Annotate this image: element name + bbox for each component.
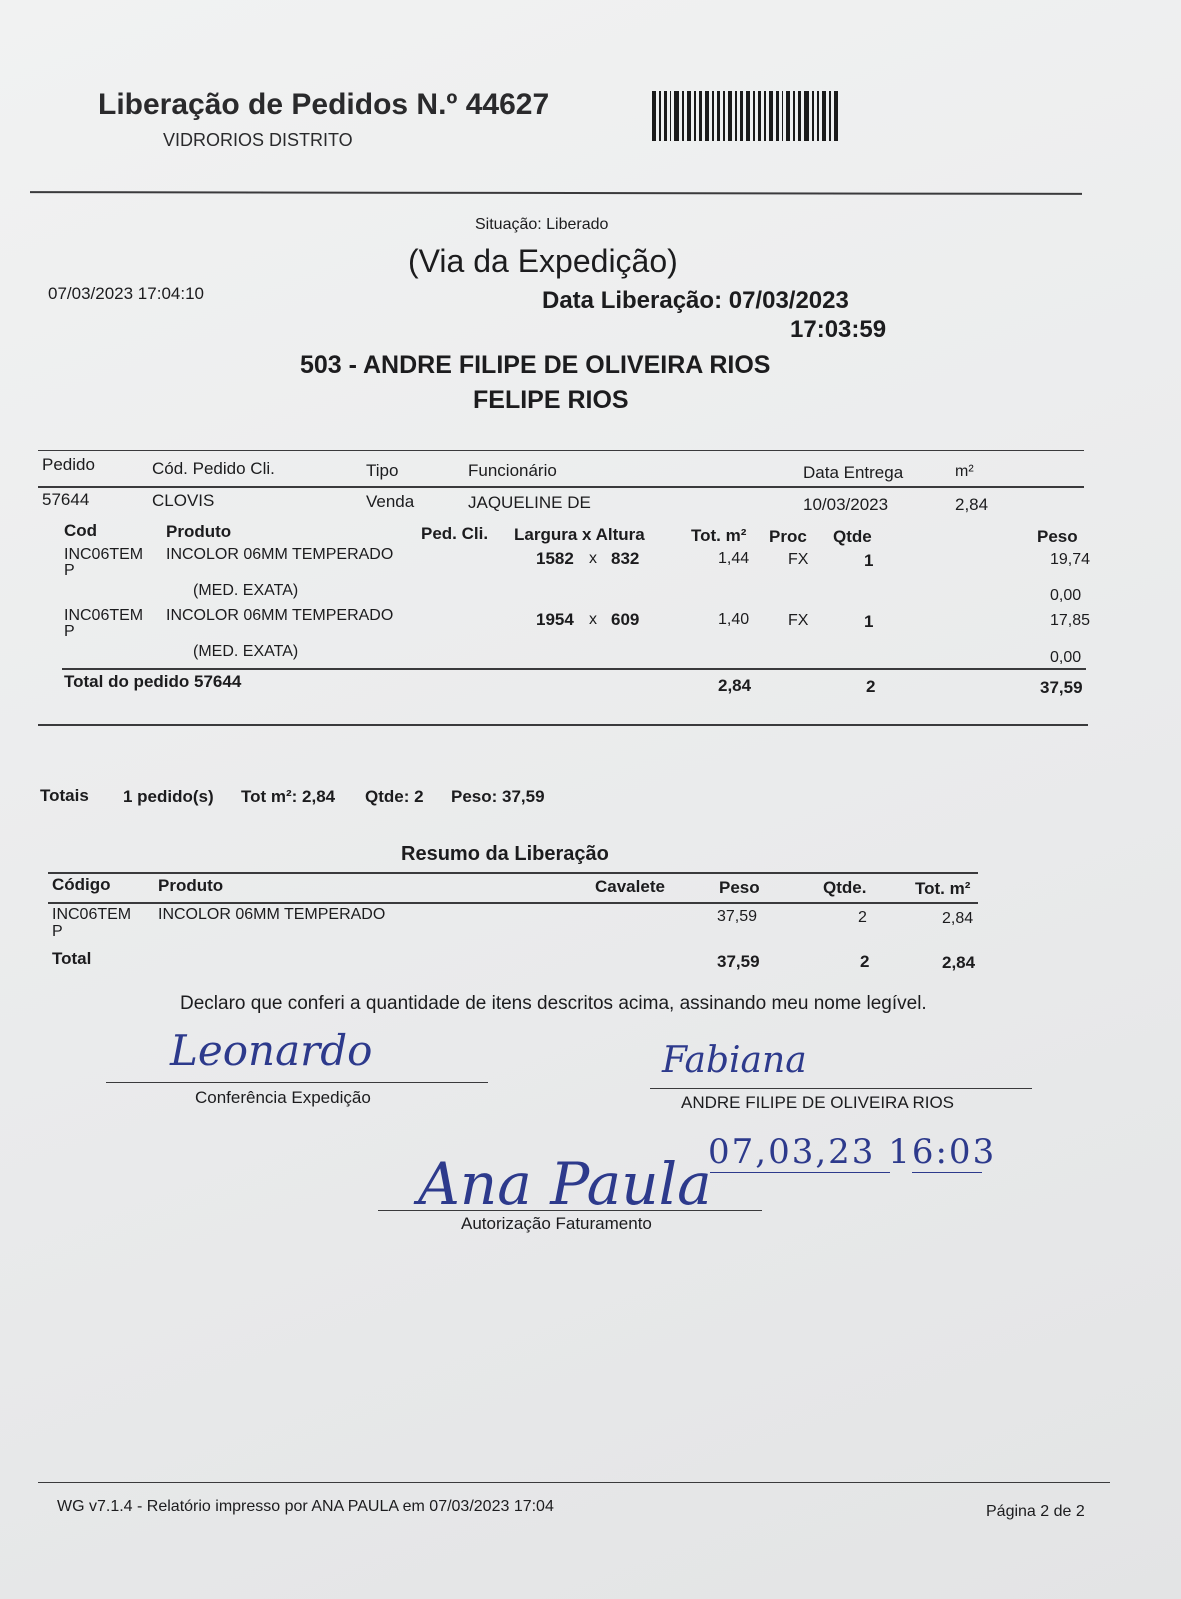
handwritten-date: 07,03,23 16:03 [708,1132,997,1172]
items-col-peso: Peso [1037,527,1078,546]
print-datetime: 07/03/2023 17:04:10 [48,284,204,303]
summary-row-peso: 37,59 [717,908,758,925]
document-title: Liberação de Pedidos N.º 44627 [98,88,550,121]
header-divider [30,191,1082,195]
item-2-x: x [589,611,597,628]
items-col-ped-cli: Ped. Cli. [421,524,489,543]
order-data-entrega: 10/03/2023 [803,495,889,514]
summary-col-produto: Produto [158,876,224,895]
release-time: 17:03:59 [790,316,887,343]
col-tipo: Tipo [366,461,399,480]
company-name: VIDRORIOS DISTRITO [163,130,353,150]
summary-row-codigo: INC06TEM [52,906,132,923]
col-data-entrega: Data Entrega [803,463,904,482]
order-tipo: Venda [366,492,415,511]
summary-row-qtde: 2 [858,909,867,926]
handwritten-date-underline [710,1172,890,1173]
item-1-note-peso: 0,00 [1050,587,1082,604]
col-pedido: Pedido [42,455,95,474]
footer-rule [38,1482,1110,1483]
item-1-cod-cont: P [64,562,75,579]
summary-total-peso: 37,59 [717,952,760,971]
item-2-tot-m2: 1,40 [718,611,750,628]
item-1-note: (MED. EXATA) [193,582,299,599]
client-line [650,1088,1032,1089]
item-1-peso: 19,74 [1050,551,1091,568]
item-2-cod: INC06TEM [64,607,144,624]
totals-m2: Tot m²: 2,84 [241,787,336,806]
totals-qtde: Qtde: 2 [365,787,424,806]
order-cod-cli: CLOVIS [152,491,215,510]
item-2-proc: FX [788,612,809,629]
totals-pedidos: 1 pedido(s) [123,787,214,806]
item-1-qtde: 1 [864,551,874,570]
items-col-cod: Cod [64,521,98,540]
client-signature: Fabiana [662,1040,807,1081]
conferencia-signature: Leonardo [170,1026,373,1075]
item-1-proc: FX [788,551,809,568]
items-col-proc: Proc [769,527,807,546]
summary-title: Resumo da Liberação [401,843,609,865]
items-col-largura-altura: Largura x Altura [514,525,645,544]
summary-row-tot-m2: 2,84 [942,910,974,927]
order-top-rule [38,450,1084,451]
footer-report-info: WG v7.1.4 - Relatório impresso por ANA PAULA em 07/03/2023 17:04 [57,1498,554,1515]
col-m2: m² [955,463,974,480]
declaration-text: Declaro que conferi a quantidade de itens descritos acima, assinando meu nome legível. [180,993,927,1014]
totals-peso: Peso: 37,59 [451,787,545,806]
conferencia-line [106,1082,488,1083]
item-1-x: x [589,550,597,567]
col-cod-pedido-cli: Cód. Pedido Cli. [152,459,275,478]
autorizacao-signature: Ana Paula [418,1150,712,1218]
status-text: Situação: Liberado [475,216,609,233]
order-pedido: 57644 [42,490,90,509]
order-total-rule [62,668,1086,670]
item-1-cod: INC06TEM [64,546,144,563]
items-col-tot-m2: Tot. m² [691,526,747,545]
summary-total-qtde: 2 [860,952,870,971]
item-1-altura: 832 [611,549,640,568]
summary-row-produto: INCOLOR 06MM TEMPERADO [158,906,386,923]
order-bottom-rule [38,724,1088,726]
summary-col-codigo: Código [52,875,111,894]
client-signature-label: ANDRE FILIPE DE OLIVEIRA RIOS [681,1093,955,1112]
item-2-peso: 17,85 [1050,612,1091,629]
totals-label: Totais [40,786,89,805]
item-1-tot-m2: 1,44 [718,550,750,567]
client-alias: FELIPE RIOS [473,386,629,414]
autorizacao-label: Autorização Faturamento [461,1214,652,1233]
items-col-qtde: Qtde [833,527,872,546]
order-total-label: Total do pedido 57644 [64,672,242,691]
order-header-rule [38,486,1084,488]
order-total-peso: 37,59 [1040,678,1083,697]
summary-col-peso: Peso [719,878,760,897]
client-name: 503 - ANDRE FILIPE DE OLIVEIRA RIOS [300,351,771,379]
handwritten-time-underline [912,1172,982,1173]
summary-row-codigo-cont: P [52,923,63,940]
summary-total-label: Total [52,949,92,968]
order-m2: 2,84 [955,495,989,514]
release-date: Data Liberação: 07/03/2023 [542,287,849,314]
item-2-note-peso: 0,00 [1050,649,1082,666]
summary-total-tot-m2: 2,84 [942,953,976,972]
via-title: (Via da Expedição) [408,243,678,279]
footer-page-number: Página 2 de 2 [986,1503,1085,1520]
summary-col-cavalete: Cavalete [595,877,665,896]
barcode-image [652,91,838,141]
summary-header-rule [48,902,978,904]
item-2-qtde: 1 [864,612,874,631]
item-2-note: (MED. EXATA) [193,643,299,660]
item-2-altura: 609 [611,610,640,629]
summary-col-tot-m2: Tot. m² [915,879,971,898]
item-2-produto: INCOLOR 06MM TEMPERADO [166,607,394,624]
order-funcionario: JAQUELINE DE [468,493,591,512]
items-col-produto: Produto [166,522,232,541]
summary-col-qtde: Qtde. [823,878,867,897]
order-total-m2: 2,84 [718,676,752,695]
conferencia-label: Conferência Expedição [195,1088,371,1107]
item-1-produto: INCOLOR 06MM TEMPERADO [166,546,394,563]
item-1-largura: 1582 [536,549,574,568]
summary-top-rule [48,872,978,874]
autorizacao-line [378,1210,762,1211]
order-total-qtde: 2 [866,677,876,696]
col-funcionario: Funcionário [468,461,557,480]
item-2-largura: 1954 [536,610,574,629]
item-2-cod-cont: P [64,623,75,640]
